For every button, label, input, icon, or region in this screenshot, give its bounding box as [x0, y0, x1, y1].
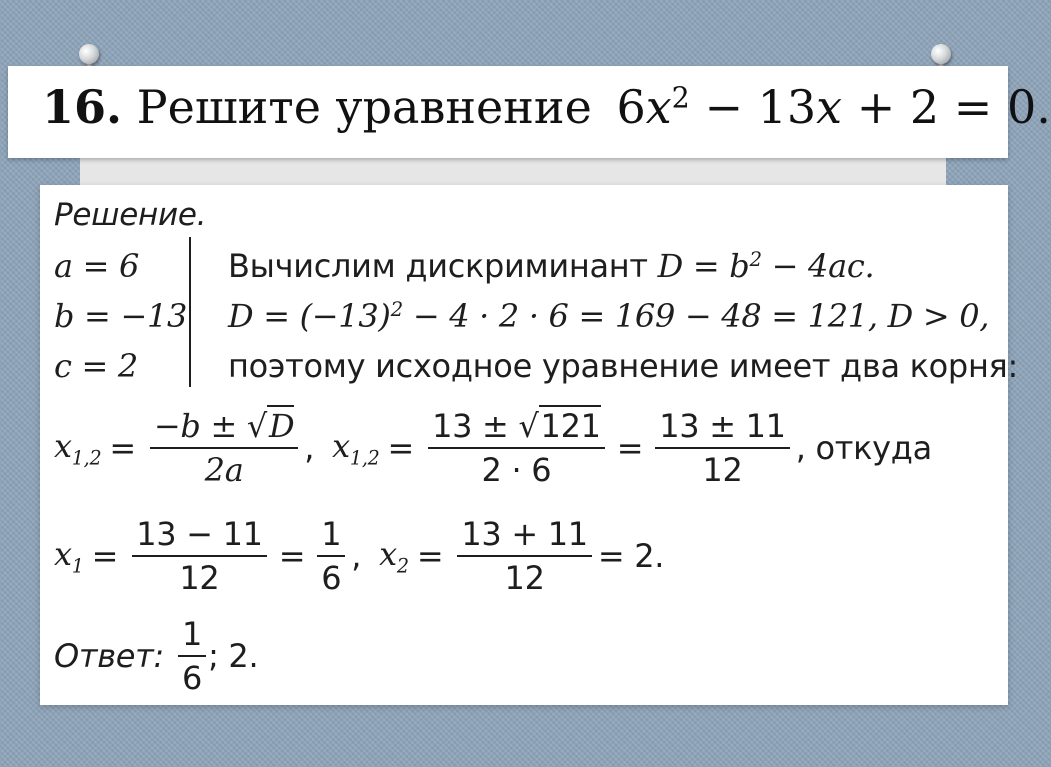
- disc-exp: 2: [749, 248, 762, 272]
- x1-sub: 1: [71, 554, 84, 578]
- calc-lhs: D = (−13): [228, 297, 391, 335]
- roots-values-line: [54, 515, 664, 597]
- discriminant-calc: [228, 297, 989, 335]
- x12-var-2: x: [332, 426, 350, 465]
- task-equation: [616, 80, 1050, 134]
- disc-rhs: − 4ac.: [761, 247, 875, 285]
- x2-sub: 2: [396, 554, 409, 578]
- task-title: [42, 80, 1051, 134]
- answer-tail: ; 2.: [208, 637, 259, 675]
- divider-line: [189, 237, 191, 387]
- x2-denominator: 12: [457, 555, 592, 597]
- x1-simplified-fraction: [317, 515, 345, 597]
- x1-label: $x_1$: [54, 534, 84, 578]
- solution-heading: Решение.: [54, 197, 207, 233]
- x12-var-1: x: [54, 426, 72, 465]
- numeric-root-fraction: [428, 407, 605, 489]
- discriminant-text: Вычислим дискриминант: [228, 247, 648, 285]
- whence-text: , откуда: [795, 429, 932, 467]
- comma: ,: [304, 429, 315, 467]
- equals-sign: =: [91, 537, 119, 575]
- answer-fraction: [178, 615, 206, 697]
- eq-exp: 2: [671, 81, 690, 115]
- simplified-denominator: 12: [655, 447, 790, 489]
- simplified-root-fraction: [655, 407, 790, 489]
- equals-sign: =: [109, 429, 136, 467]
- coef-a: a = 6: [54, 247, 140, 285]
- equals-sign: =: [616, 429, 644, 467]
- x1-numerator: 13 − 11: [136, 515, 263, 553]
- x1-fraction: [132, 515, 267, 597]
- task-number: 16.: [42, 80, 123, 134]
- x12-label-2: [332, 427, 379, 469]
- general-root-fraction: [150, 407, 298, 489]
- task-text: Решите уравнение: [136, 80, 592, 134]
- answer-denominator: 6: [178, 655, 206, 697]
- numeric-root-denominator: 2 · 6: [428, 447, 605, 489]
- task-title-strip: [8, 66, 1051, 158]
- x2-value: = 2.: [597, 537, 665, 575]
- x12-sub-1: 1,2: [71, 446, 102, 470]
- num1-prefix: −b ± √: [153, 407, 267, 445]
- equals-sign: =: [387, 429, 415, 467]
- answer-line: [54, 615, 258, 697]
- eq-var2: x: [816, 80, 843, 134]
- comma: ,: [351, 537, 362, 575]
- num1-sqrt-arg: D: [268, 407, 295, 445]
- answer-label: Ответ:: [54, 637, 164, 675]
- solution-sheet: [40, 185, 1018, 705]
- calc-exp: 2: [390, 298, 403, 322]
- eq-rest: − 13: [704, 80, 817, 134]
- equals-sign: =: [416, 537, 444, 575]
- x12-sub-2: 1,2: [349, 446, 380, 470]
- general-root-numerator: [150, 407, 298, 447]
- roots-formula-line: [54, 407, 932, 489]
- x12-label-1: [54, 427, 101, 469]
- discriminant-formula: [658, 247, 875, 285]
- num2-sqrt-arg: 121: [540, 407, 601, 445]
- eq-tail: + 2 = 0.: [856, 80, 1051, 134]
- num2-prefix: 13 ± √: [432, 407, 539, 445]
- x1-denominator: 12: [132, 555, 267, 597]
- simplified-numerator: 13 ± 11: [659, 407, 786, 445]
- x2-numerator: 13 + 11: [461, 515, 588, 553]
- numeric-root-numerator: [428, 407, 605, 447]
- eq-var: x: [645, 80, 672, 134]
- disc-lhs: D = b: [657, 247, 750, 285]
- equals-sign: =: [278, 537, 306, 575]
- discriminant-line: [228, 247, 874, 285]
- eq-coef: 6: [616, 80, 646, 134]
- coef-b: b = −13: [54, 297, 188, 335]
- calc-rhs: − 4 · 2 · 6 = 169 − 48 = 121, D > 0,: [402, 297, 990, 335]
- answer-numerator: 1: [182, 615, 203, 653]
- x1-simplified-denominator: 6: [317, 555, 345, 597]
- x2-fraction: [457, 515, 592, 597]
- two-roots-text: поэтому исходное уравнение имеет два корня:: [228, 347, 1018, 385]
- x2-label: $x_2$: [379, 534, 409, 578]
- x1-simplified-numerator: 1: [321, 515, 342, 553]
- general-root-denominator: 2a: [150, 447, 298, 489]
- coef-c: c = 2: [54, 347, 138, 385]
